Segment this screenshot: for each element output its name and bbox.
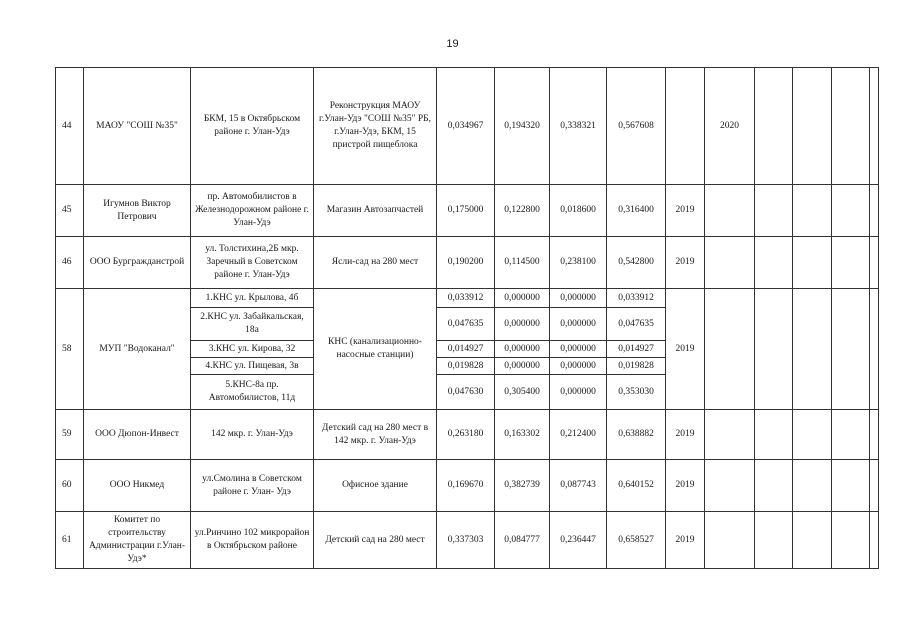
value-cell: 0,238100: [550, 237, 607, 289]
value-cell: 0,000000: [550, 289, 607, 308]
year-cell: 2019: [666, 512, 705, 569]
empty-cell: [832, 68, 870, 185]
address-cell: 1.КНС ул. Крылова, 4б: [191, 289, 314, 308]
object-cell: Реконструкция МАОУ г.Улан-Удэ "СОШ №35" РБ, г.Улан-Удэ, БКМ, 15 пристрой пищеблока: [314, 68, 437, 185]
table-row: [56, 289, 879, 308]
value-cell: 0,382739: [495, 460, 550, 512]
year-cell: [705, 237, 755, 289]
object-cell: Офисное здание: [314, 460, 437, 512]
value-cell: 0,000000: [550, 341, 607, 358]
value-cell: 0,000000: [550, 375, 607, 410]
row-number: 45: [56, 185, 84, 237]
empty-cell: [870, 68, 879, 185]
value-cell: 0,175000: [437, 185, 495, 237]
value-cell: 0,658527: [607, 512, 666, 569]
empty-cell: [793, 185, 832, 237]
value-cell: 0,236447: [550, 512, 607, 569]
year-cell: 2019: [666, 410, 705, 460]
empty-cell: [870, 185, 879, 237]
table-row: [56, 237, 879, 289]
value-cell: 0,033912: [607, 289, 666, 308]
value-cell: 0,000000: [495, 308, 550, 341]
address-cell: 2.КНС ул. Забайкальская, 18а: [191, 308, 314, 341]
year-cell: 2019: [666, 185, 705, 237]
owner-cell: Игумнов Виктор Петрович: [84, 185, 191, 237]
empty-cell: [870, 512, 879, 569]
table-row: [56, 68, 879, 185]
object-cell: Детский сад на 280 мест: [314, 512, 437, 569]
page-number: 19: [446, 38, 459, 50]
value-cell: 0,018600: [550, 185, 607, 237]
value-cell: 0,014927: [607, 341, 666, 358]
table-row: [56, 460, 879, 512]
value-cell: 0,047630: [437, 375, 495, 410]
year-cell: [705, 410, 755, 460]
value-cell: 0,047635: [607, 308, 666, 341]
address-cell: 4.КНС ул. Пищевая, 3в: [191, 358, 314, 375]
address-cell: пр. Автомобилистов в Железнодорожном районе г. Улан-Удэ: [191, 185, 314, 237]
empty-cell: [755, 410, 793, 460]
value-cell: 0,263180: [437, 410, 495, 460]
table-row: [56, 512, 879, 569]
year-cell: 2020: [705, 68, 755, 185]
address-cell: БКМ, 15 в Октябрьском районе г. Улан-Удэ: [191, 68, 314, 185]
owner-cell: МАОУ "СОШ №35": [84, 68, 191, 185]
object-cell: КНС (канализационно-насосные станции): [314, 289, 437, 410]
value-cell: 0,212400: [550, 410, 607, 460]
empty-cell: [832, 512, 870, 569]
address-cell: ул.Смолина в Советском районе г. Улан- Удэ: [191, 460, 314, 512]
value-cell: 0,542800: [607, 237, 666, 289]
value-cell: 0,353030: [607, 375, 666, 410]
row-number: 61: [56, 512, 84, 569]
value-cell: 0,000000: [550, 358, 607, 375]
address-cell: 142 мкр. г. Улан-Удэ: [191, 410, 314, 460]
empty-cell: [832, 289, 870, 410]
year-cell: 2019: [666, 289, 705, 410]
value-cell: 0,033912: [437, 289, 495, 308]
owner-cell: МУП "Водоканал": [84, 289, 191, 410]
address-cell: 5.КНС-8а пр. Автомобилистов, 11д: [191, 375, 314, 410]
object-cell: Магазин Автозапчастей: [314, 185, 437, 237]
value-cell: 0,638882: [607, 410, 666, 460]
owner-cell: Комитет по строительству Администрации г.Улан-Удэ*: [84, 512, 191, 569]
empty-cell: [832, 237, 870, 289]
empty-cell: [832, 410, 870, 460]
empty-cell: [793, 460, 832, 512]
value-cell: 0,305400: [495, 375, 550, 410]
year-cell: [705, 289, 755, 410]
value-cell: 0,194320: [495, 68, 550, 185]
empty-cell: [870, 460, 879, 512]
empty-cell: [870, 237, 879, 289]
consumers-table: [55, 67, 879, 569]
address-cell: 3.КНС ул. Кирова, 32: [191, 341, 314, 358]
year-cell: [705, 460, 755, 512]
row-number: 44: [56, 68, 84, 185]
object-cell: Ясли-сад на 280 мест: [314, 237, 437, 289]
value-cell: 0,084777: [495, 512, 550, 569]
empty-cell: [755, 68, 793, 185]
owner-cell: ООО Дюпон-Инвест: [84, 410, 191, 460]
value-cell: 0,047635: [437, 308, 495, 341]
value-cell: 0,190200: [437, 237, 495, 289]
empty-cell: [793, 410, 832, 460]
row-number: 59: [56, 410, 84, 460]
value-cell: 0,122800: [495, 185, 550, 237]
owner-cell: ООО Бургражданстрой: [84, 237, 191, 289]
value-cell: 0,567608: [607, 68, 666, 185]
value-cell: 0,640152: [607, 460, 666, 512]
value-cell: 0,163302: [495, 410, 550, 460]
object-cell: Детский сад на 280 мест в 142 мкр. г. Улан-Удэ: [314, 410, 437, 460]
year-cell: 2019: [666, 237, 705, 289]
value-cell: 0,000000: [550, 308, 607, 341]
value-cell: 0,337303: [437, 512, 495, 569]
value-cell: 0,019828: [607, 358, 666, 375]
empty-cell: [793, 68, 832, 185]
value-cell: 0,087743: [550, 460, 607, 512]
value-cell: 0,019828: [437, 358, 495, 375]
row-number: 60: [56, 460, 84, 512]
year-cell: [666, 68, 705, 185]
value-cell: 0,014927: [437, 341, 495, 358]
empty-cell: [870, 289, 879, 410]
value-cell: 0,114500: [495, 237, 550, 289]
value-cell: 0,000000: [495, 358, 550, 375]
empty-cell: [755, 512, 793, 569]
empty-cell: [755, 237, 793, 289]
address-cell: ул. Толстихина,2Б мкр. Заречный в Советском районе г. Улан-Удэ: [191, 237, 314, 289]
empty-cell: [832, 460, 870, 512]
address-cell: ул.Ринчино 102 микрорайон в Октябрьском районе: [191, 512, 314, 569]
year-cell: 2019: [666, 460, 705, 512]
empty-cell: [755, 289, 793, 410]
owner-cell: ООО Никмед: [84, 460, 191, 512]
value-cell: 0,000000: [495, 341, 550, 358]
table-row: [56, 410, 879, 460]
empty-cell: [793, 289, 832, 410]
table-row: [56, 185, 879, 237]
value-cell: 0,169670: [437, 460, 495, 512]
row-number: 46: [56, 237, 84, 289]
value-cell: 0,034967: [437, 68, 495, 185]
year-cell: [705, 185, 755, 237]
empty-cell: [755, 460, 793, 512]
year-cell: [705, 512, 755, 569]
empty-cell: [832, 185, 870, 237]
value-cell: 0,316400: [607, 185, 666, 237]
value-cell: 0,000000: [495, 289, 550, 308]
empty-cell: [793, 237, 832, 289]
empty-cell: [793, 512, 832, 569]
row-number: 58: [56, 289, 84, 410]
value-cell: 0,338321: [550, 68, 607, 185]
empty-cell: [755, 185, 793, 237]
empty-cell: [870, 410, 879, 460]
